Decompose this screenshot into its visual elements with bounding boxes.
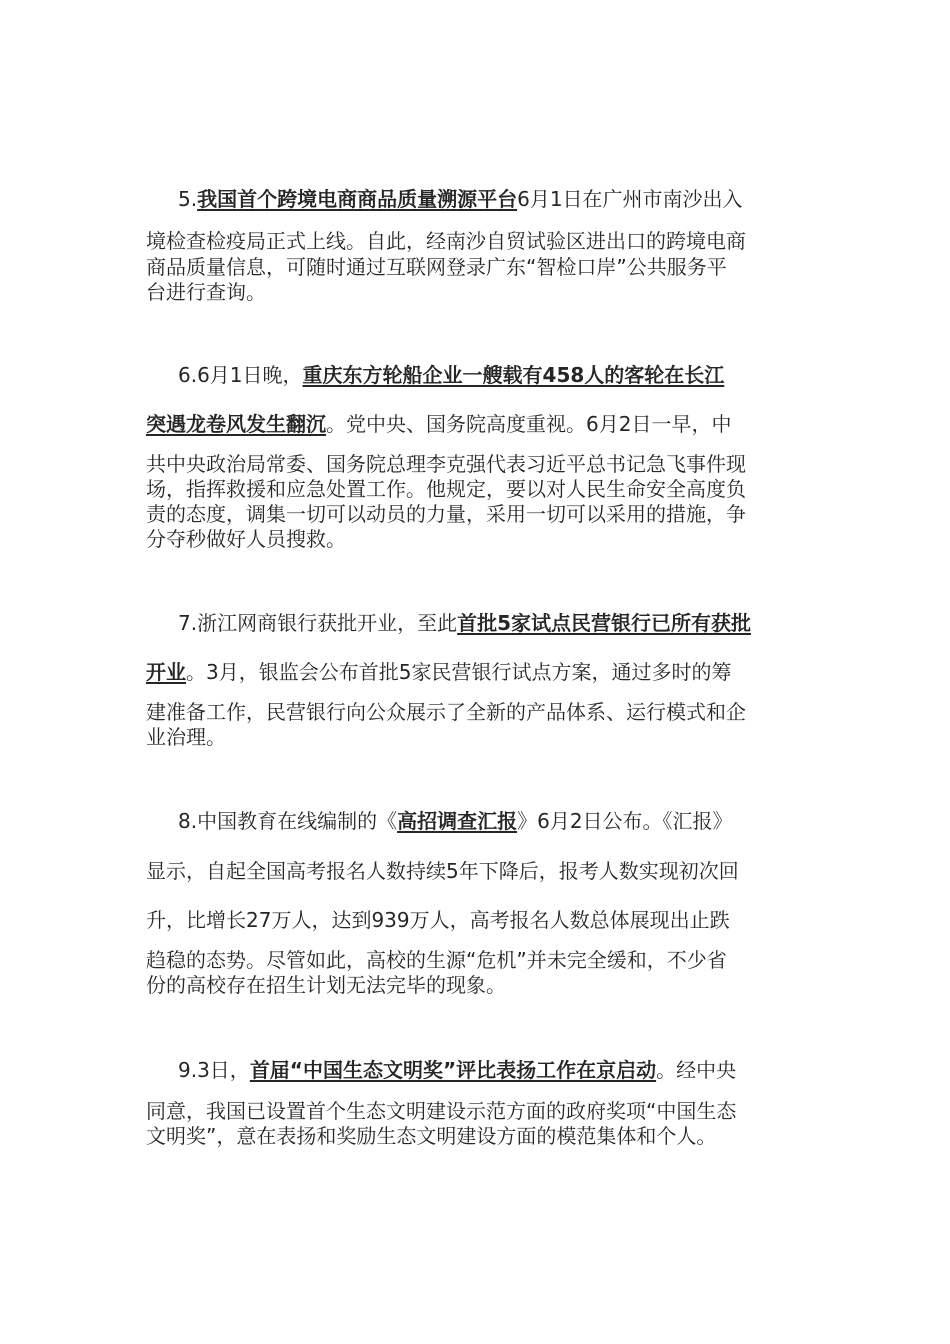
paragraph-line [146,907,730,933]
paragraph-line [146,254,727,280]
highlight-text: 重庆东方轮船企业一艘载有458人的客轮在长江 [302,363,725,387]
text-run: 分夺秒做好人员搜救。 [146,527,346,551]
text-run: 份的高校存在招生计划无法完毕的现象。 [146,973,506,997]
paragraph-line [178,808,733,834]
text-run: 商品质量信息，可随时通过互联网登录广东“智检口岸”公共服务平 [146,255,727,279]
text-run: 6.6月1日晚， [178,363,303,387]
text-run: 共中央政治局常委、国务院总理李克强代表习近平总书记急飞事件现 [146,452,746,476]
highlight-text: 突遇龙卷风发生翻沉 [146,412,326,436]
paragraph-line [146,501,746,527]
paragraph-line [146,1123,716,1149]
paragraph-line [146,947,727,973]
paragraph-line [178,1057,736,1083]
paragraph-line [146,476,746,502]
text-run: 。经中央 [656,1058,737,1082]
text-run: 升，比增长27万人，达到939万人，高考报名人数总体展现出止跌 [146,908,730,932]
text-run: 。3月，银监会公布首批5家民营银行试点方案，通过多时的筹 [186,660,732,684]
paragraph-line [146,411,731,437]
text-run: 建准备工作，民营银行向公众展示了全新的产品体系、运行模式和企 [146,700,746,724]
text-run: 》6月2日公布。《汇报》 [517,809,733,833]
highlight-text: 首届“中国生态文明奖”评比表扬工作在京启动 [249,1058,657,1082]
highlight-text: 首批5家试点民营银行已所有获批 [457,611,752,635]
paragraph-line [178,362,724,388]
paragraph-line [146,1098,736,1124]
paragraph-line [146,279,266,305]
highlight-text: 高招调查汇报 [397,809,518,833]
paragraph-line [146,699,746,725]
text-run: 同意，我国已设置首个生态文明建设示范方面的政府奖项“中国生态 [146,1099,737,1123]
text-run: 6月1日在广州市南沙出入 [517,187,743,211]
paragraph-line [178,186,743,212]
paragraph-line [146,659,731,685]
text-run: 。党中央、国务院高度重视。6月2日一早，中 [326,412,732,436]
text-run: 台进行查询。 [146,280,266,304]
text-run: 文明奖”，意在表扬和奖励生态文明建设方面的模范集体和个人。 [146,1124,717,1148]
paragraph-line [146,972,506,998]
paragraph-line [146,228,746,254]
text-run: 9.3日， [178,1058,250,1082]
highlight-text: 开业 [146,660,186,684]
text-run: 5. [178,187,198,211]
paragraph-line [146,451,746,477]
text-run: 7.浙江网商银行获批开业，至此 [178,611,458,635]
highlight-text: 我国首个跨境电商商品质量溯源平台 [197,187,518,211]
text-run: 境检查检疫局正式上线。自此，经南沙自贸试验区进出口的跨境电商 [146,229,746,253]
text-run: 责的态度，调集一切可以动员的力量，采用一切可以采用的措施，争 [146,502,746,526]
paragraph-line [146,724,226,750]
text-run: 场，指挥救援和应急处置工作。他规定，要以对人民生命安全高度负 [146,477,746,501]
text-run: 8.中国教育在线编制的《 [178,809,398,833]
paragraph-line [146,526,346,552]
paragraph-line [146,858,739,884]
text-run: 业治理。 [146,725,226,749]
paragraph-line [178,610,751,636]
text-run: 显示，自起全国高考报名人数持续5年下降后，报考人数实现初次回 [146,859,739,883]
text-run: 趋稳的态势。尽管如此，高校的生源“危机”并未完全缓和，不少省 [146,948,727,972]
